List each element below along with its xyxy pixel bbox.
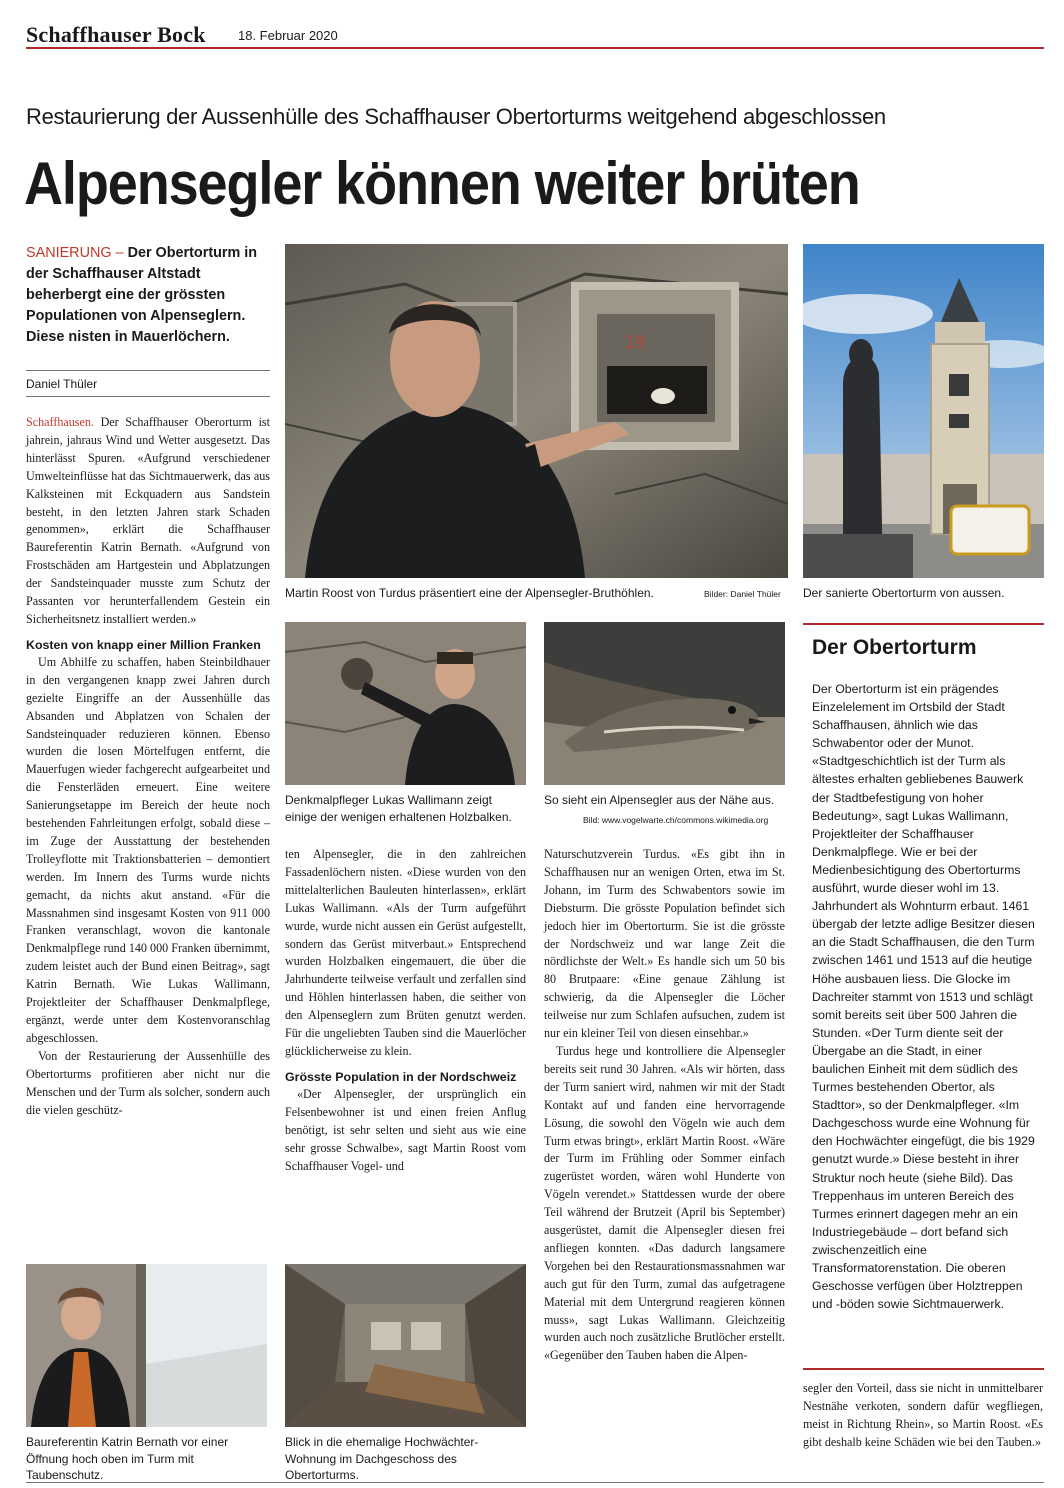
photo-katrin-bernath (26, 1264, 267, 1427)
author-divider (26, 396, 270, 397)
subheading: Kosten von knapp einer Million Franken (26, 637, 261, 652)
caption-tower-photo: Der sanierte Obertorturm von aussen. (803, 586, 1005, 600)
photo-hochwaechter-wohnung (285, 1264, 526, 1427)
sidebar-title: Der Obertorturm (812, 636, 977, 659)
article-headline: Alpensegler können weiter brüten (24, 150, 860, 217)
sidebar-bottom-rule (803, 1368, 1044, 1370)
credit-main-photo: Bilder: Daniel Thüler (704, 589, 781, 599)
article-lead (26, 243, 270, 348)
paragraph: Naturschutzverein Turdus. «Es gibt ihn in Schaffhausen nur an wenigen Orten, etwa im St. Johann, im Turm des Schwabentors sowie im Diebsturm. Die grösste Population befindet sich jedoch hier im Obertorturm. Sie ist die grösste der Nordschweiz und war lange Zeit die nördlichste der Welt.» Es handle sich um 50 bis 80 Brutpaare: «Eine genaue Zählung ist schwierig, da die Alpensegler die Löcher teilweise nur zum Schlafen aufsuchen, zudem ist nur ein kleiner Teil von diesen einsehbar.» (544, 847, 785, 1041)
caption-room-photo: Blick in die ehemalige Hochwächter-Wohnung im Dachgeschoss des Obertorturms. (285, 1435, 479, 1482)
paragraph: Von der Restaurierung der Aussenhülle des Obertorturms profitieren aber nicht nur die Menschen und der Turm als solcher, sondern auch die vielen geschütz- (26, 1048, 270, 1117)
caption-bernath-photo: Baureferentin Katrin Bernath vor einer Öffnung hoch oben im Turm mit Taubenschutz. (26, 1435, 229, 1482)
photo-martin-roost (285, 244, 788, 578)
lead-keyword: SANIERUNG – (26, 245, 124, 261)
caption-wallimann-photo: Denkmalpfleger Lukas Wallimann zeigt einige der wenigen erhaltenen Holzbalken. (285, 793, 512, 824)
lead-text: Der Obertorturm in der Schaffhauser Altstadt beherbergt eine der grössten Populationen von Alpenseglern. Diese nisten in Mauerlöchern. (26, 245, 258, 345)
article-overline: Restaurierung der Aussenhülle des Schaffhauser Obertorturms weitgehend abgeschlossen (26, 104, 886, 129)
header-rule (26, 47, 1044, 49)
photo-obertorturm (803, 244, 1044, 578)
author-byline: Daniel Thüler (26, 377, 98, 391)
body-column-1 (26, 414, 270, 1119)
paragraph: Der Schaffhauser Oberorturm ist jahrein, jahraus Wind und Wetter ausgesetzt. Das hinterlässt Spuren. «Aufgrund verschiedener Umwelteinflüsse hat das Sichtmauerwerk, das aus Kalksteinen mit Eckquadern aus Sandstein besteht, in den letzten Jahren stark Schaden genommen», erklärt die Schaffhauser Baureferentin Katrin Bernath. «Aufgrund von Frostschäden am Hartgestein und Abplatzungen der Sandsteinquader musste zum Schutz der Passanten vor herunterfallendem Gestein ein Sicherheitsnetz installiert werden.» (26, 415, 270, 626)
photo-alpensegler (544, 622, 785, 785)
paragraph: ten Alpensegler, die in den zahlreichen Fassadenlöchern nisten. «Diese wurden von den mittelalterlichen Bauleuten hinterlassen», erklärt Lukas Wallimann. «Als der Turm aufgeführt wurde, wurde nicht aussen ein Gerüst aufgestellt, sondern das Gerüst mitverbaut.» Entsprechend wurden Holzbalken eingemauert, die über die Jahrhunderte teilweise verfault und zerfallen sind und Höhlen hinterlassen haben, die seither von den Alpenseglern zum Brüten genutzt werden. Für die ungeliebten Tauben sind die Mauerlöcher glücklicherweise zu klein. (285, 847, 526, 1058)
photo-lukas-wallimann (285, 622, 526, 785)
caption-main-photo: Martin Roost von Turdus präsentiert eine der Alpensegler-Bruthöhlen. (285, 586, 654, 600)
credit-bird-photo: Bild: www.vogelwarte.ch/commons.wikimedia.org (583, 815, 769, 825)
caption-bird-photo: So sieht ein Alpensegler aus der Nähe aus. (544, 793, 775, 807)
lead-divider (26, 370, 270, 371)
box-number: 19 (625, 332, 646, 352)
subheading: Grösste Population in der Nordschweiz (285, 1069, 517, 1084)
issue-date: 18. Februar 2020 (238, 28, 338, 43)
paragraph: Um Abhilfe zu schaffen, haben Steinbildhauer in den vergangenen knapp zwei Jahren durch gezielte Eingriffe an der Aussenhülle das Absanden und Abplatzen von Schalen der Sandsteinquader reduzieren können. Ebenso wurden die losen Mörtelfugen entfernt, die Mauerfugen wieder fachgerecht aufgearbeitet und die Fensterläden erneuert. Eine weitere Sanierungsetappe im Bereich der heute noch bestehenden Fahrleitungen erfolgt, sobald diese – im Zuge der Ausstattung der bestehenden Trolleyflotte mit Traktionsbatterien – demontiert werden. Im Innern des Turms wurde nichts gemacht, da nichts akut anstand. «Für die Massnahmen sind insgesamt Kosten von 911 000 Franken veranschlagt, wovon die kantonale Denkmalpflege rund 140 000 Franken übernimmt, zudem leistet auch der Bund einen Beitrag», sagt Katrin Bernath. Wie Lukas Wallimann, Projektleiter der Schaffhauser Denkmalpflege, ergänzt, werde unter dem Kostenvoranschlag abgeschlossen. (26, 654, 270, 1045)
dateline: Schaffhausen. (26, 415, 94, 429)
sidebar-text: Der Obertorturm ist ein prägendes Einzelelement im Ortsbild der Stadt Schaffhausen, ähnlich wie das Schwabentor oder der Munot. «Stadtgeschichtlich ist der Turm als ältestes erhalten gebliebenes Bauwerk der Stadtbefestigung von hoher Bedeutung», sagt Lukas Wallimann, Projektleiter der Schaffhauser Denkmalpflege. Wie er bei der Medienbesichtigung des Obertorturms ausführt, wurde dieser wohl im 13. Jahrhundert als Wohnturm erbaut. 1461 übergab der letzte adlige Besitzer diesen an die Stadt Schaffhausen, die den Turm zwischen 1461 und 1513 auf die heutige Höhe ausbauen liess. Die Glocke im Dachreiter stammt von 1513 und schlägt somit bereits seit über 500 Jahren die Stunden. «Der Turm diente seit der Übergabe an die Stadt, in einer baulichen Einheit mit dem südlich des Turmes bestehenden Obertor, als Stadttor», so der Denkmalpfleger. «Im Dachgeschoss wurde eine Wohnung für den Hochwächter eingefügt, die bis 1929 genutzt wurde.» Diese besteht in ihrer Struktur noch heute (siehe Bild). Das Treppenhaus im unteren Bereich des Turmes erinnert dagegen mehr an ein Industriegebäude – dort befand sich zwischenzeitlich eine Transformatorenstation. Die oberen Geschosse verfügen über Holztreppen und -böden sowie Sichtmauerwerk. (812, 682, 1035, 1312)
newspaper-name: Schaffhauser Bock (26, 22, 206, 47)
page-bottom-rule (26, 1482, 1044, 1483)
body-column-4-continuation: segler den Vorteil, dass sie nicht in unmittelbarer Nestnähe verkoten, sondern dafür wegfliegen, meist in Richtung Rhein», so Martin Roost. «Es gibt deshalb keine Schäden wie bei den Tauben.» (803, 1381, 1043, 1449)
paragraph: Turdus hege und kontrolliere die Alpensegler bereits seit rund 30 Jahren. «Als wir hörten, dass der Turm saniert wird, nahmen wir mit der Stadt Kontakt auf und fanden eine hervorragende Lösung, die sowohl den Vögeln wie auch dem Turm etwas bringt», erklärt Martin Roost. «Wäre der Turm im Frühling oder Sommer einfach zugerüstet worden, wären wohl Hunderte von Vögeln verendet.» Stattdessen wurde der obere Teil während der Brutzeit (April bis September) ausgerüstet, damit die Alpensegler diesen frei anfliegen konnten. «Das dadurch langsamere Vorgehen bei den Restaurationsmassnahmen war auch gut für den Turm, zumal das aufgetragene Material mit dem Untergrund reagieren können muss», sagt Lukas Wallimann. Gleichzeitig wurden auch noch zusätzliche Brutlöcher erstellt. «Gegenüber den Tauben haben die Alpen- (544, 1043, 785, 1363)
sidebar-top-rule (803, 623, 1044, 625)
body-column-2 (285, 846, 526, 1175)
body-column-3 (544, 846, 785, 1365)
paragraph: «Der Alpensegler, der ursprünglich ein Felsenbewohner ist und einen freien Anflug benötigt, ist sehr selten und sieht aus wie eine sehr grosse Schwalbe», sagt Martin Roost vom Schaffhauser Vogel- und (285, 1086, 526, 1173)
